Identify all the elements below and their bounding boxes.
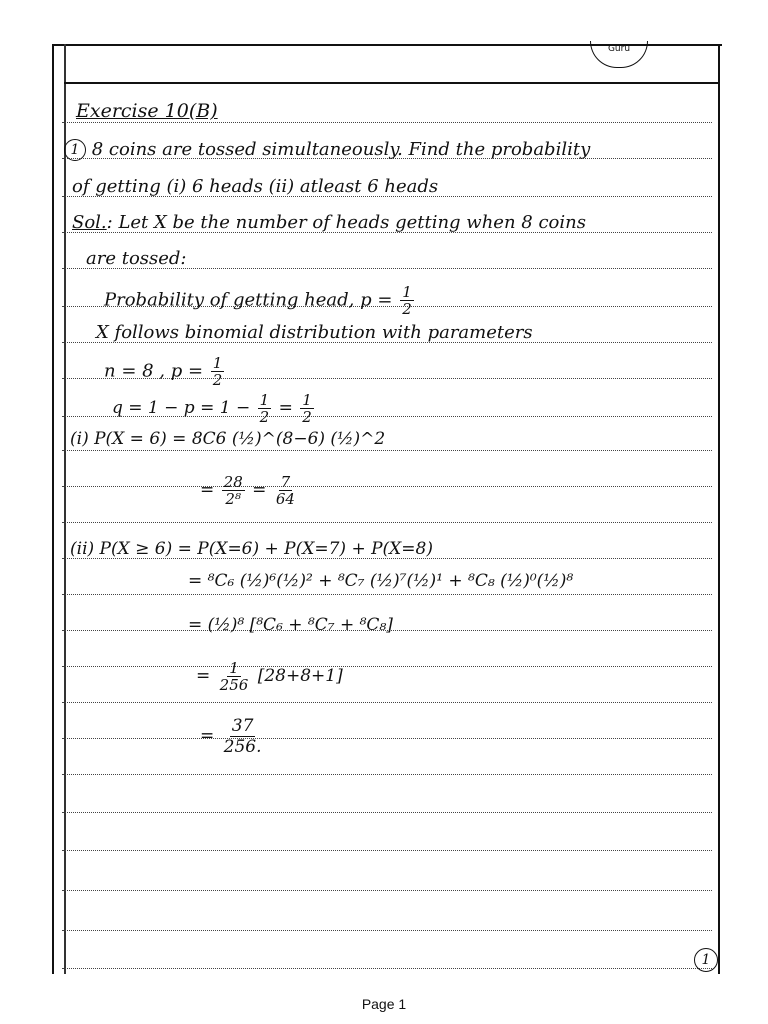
ruled-line [62, 812, 712, 813]
question-line-2: of getting (i) 6 heads (ii) atleast 6 heads [72, 176, 439, 197]
part-ii-final: = $\frac{37}{256.}$ [200, 716, 262, 757]
solution-line-1: Sol.: Let X be the number of heads getting when 8 coins [72, 212, 586, 233]
page-number-circle: 1 [694, 948, 718, 972]
half-fraction: $\frac{1}{2}$ [259, 391, 270, 426]
part-ii-step-2: = (½)⁸ [⁸C₆ + ⁸C₇ + ⁸C₈] [188, 615, 393, 635]
exercise-title: Exercise 10(B) [76, 100, 218, 122]
half-fraction: $\frac{1}{2}$ [212, 354, 223, 389]
part-ii-final-fraction: $\frac{37}{256.}$ [223, 716, 262, 757]
part-ii-step-3: = $\frac{1}{256}$ [28+8+1] [196, 659, 343, 694]
sheet-right-edge [718, 44, 720, 974]
ruled-line [62, 738, 712, 739]
ruled-line [62, 850, 712, 851]
part-ii-step-3-fraction: $\frac{1}{256}$ [219, 659, 249, 694]
ruled-line [62, 774, 712, 775]
part-ii-line: (ii) P(X ≥ 6) = P(X=6) + P(X=7) + P(X=8) [70, 539, 433, 559]
sheet-header-line [64, 82, 718, 84]
part-i-line: (i) P(X = 6) = 8C6 (½)^(8−6) (½)^2 [70, 429, 386, 449]
q-value-line: q = 1 − p = 1 − $\frac{1}{2}$ = $\frac{1}{2}$ [112, 391, 312, 426]
solution-line-2: are tossed: [86, 248, 187, 269]
ruled-line [62, 122, 712, 123]
part-i-result-line: = $\frac{28}{\text{2⁸}}$ = $\frac{7}{64}$ [200, 473, 295, 508]
part-i-result-fraction: $\frac{28}{\text{2⁸}}$ [223, 473, 243, 508]
probability-head-line: Probability of getting head, p = $\frac{1}{2}$ [104, 283, 412, 318]
ruled-line [62, 450, 712, 451]
ruled-line [62, 702, 712, 703]
ruled-line [62, 522, 712, 523]
question-number-circle: 1 [64, 139, 86, 161]
page-footer-label: Page 1 [361, 996, 407, 1012]
ruled-line [62, 594, 712, 595]
sheet-left-edge [52, 44, 54, 974]
part-ii-step-1: = ⁸C₆ (½)⁶(½)² + ⁸C₇ (½)⁷(½)¹ + ⁸C₈ (½)⁰(½)⁸ [188, 571, 574, 591]
question-line-1: 1 8 coins are tossed simultaneously. Find the probability [64, 139, 590, 161]
ruled-line [62, 890, 712, 891]
stamp-logo: Guru [590, 41, 648, 68]
half-fraction: $\frac{1}{2}$ [302, 391, 312, 426]
ruled-line [62, 930, 712, 931]
part-i-final-fraction: $\frac{7}{64}$ [275, 473, 295, 508]
ruled-line [62, 486, 712, 487]
ruled-line [62, 968, 712, 969]
half-fraction: $\frac{1}{2}$ [402, 283, 412, 318]
sheet-margin-line [64, 44, 66, 974]
binomial-line: X follows binomial distribution with parameters [96, 322, 533, 343]
ruled-line [62, 666, 712, 667]
parameters-line: n = 8 , p = $\frac{1}{2}$ [104, 354, 223, 389]
